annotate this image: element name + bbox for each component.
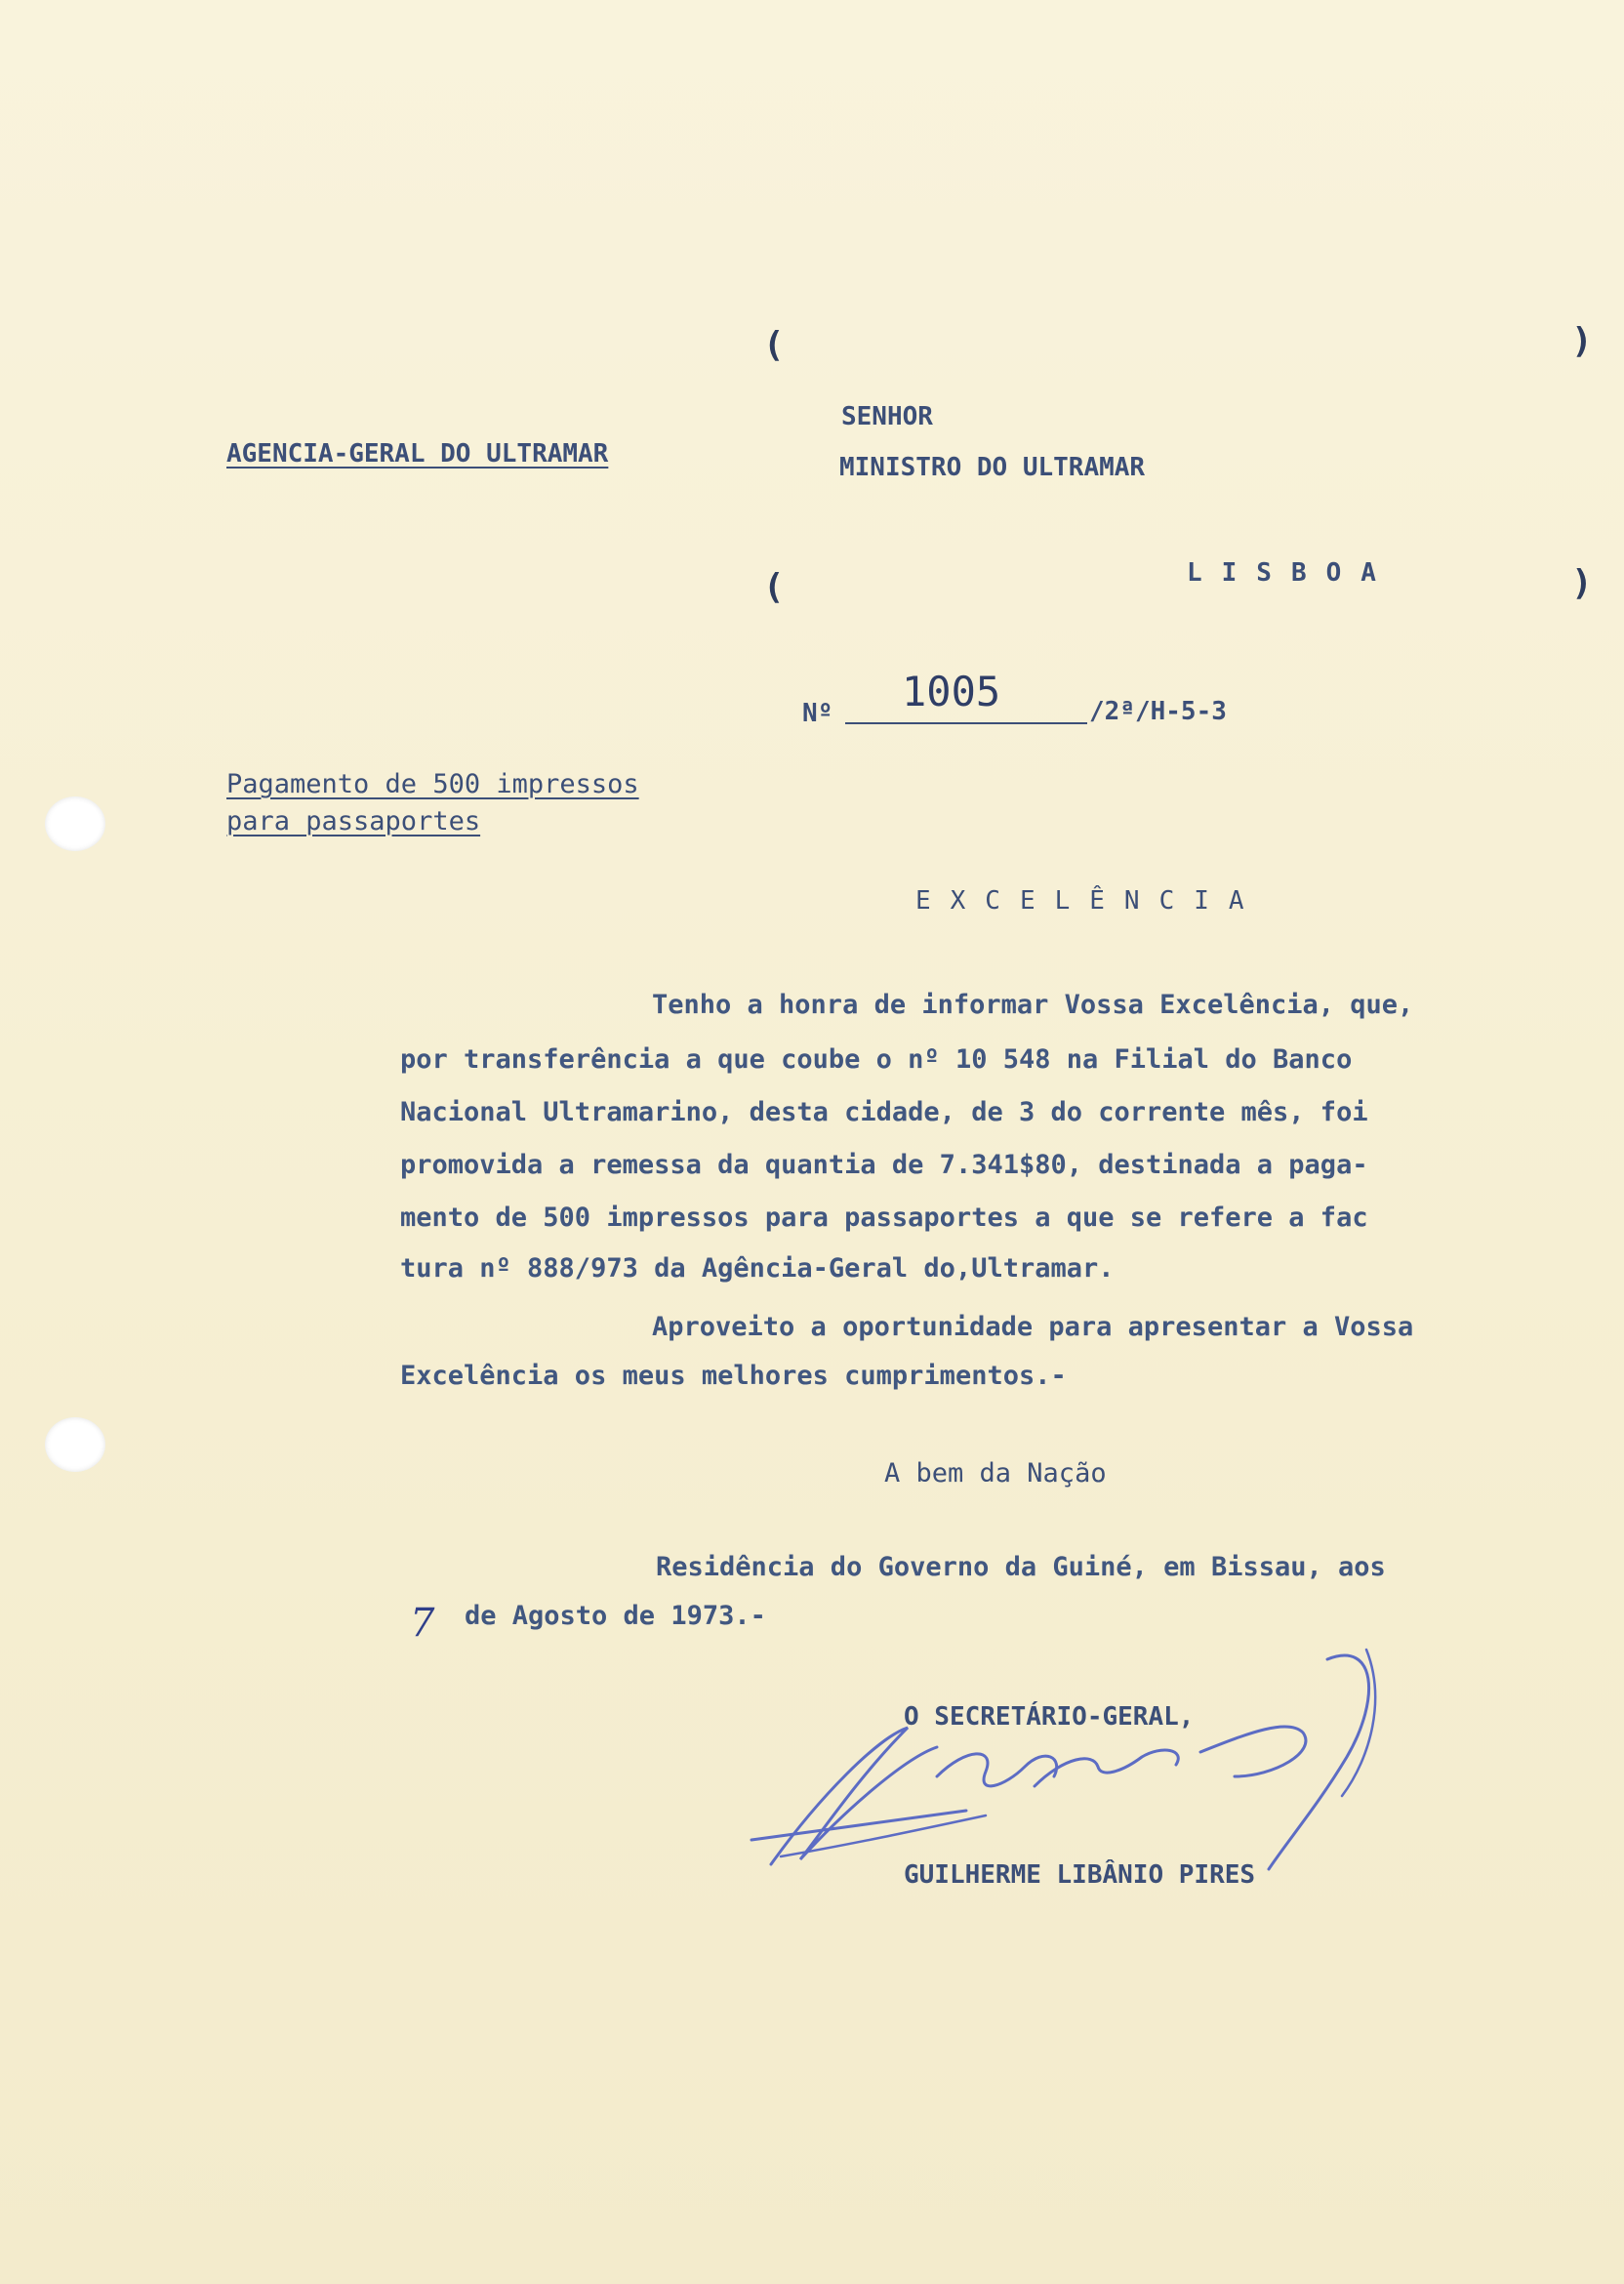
body-p1-line-2: por transferência a que coube o nº 10 548 na Filial do Banco <box>400 1044 1353 1075</box>
recipient-bracket-close-bottom: ) <box>1571 563 1593 603</box>
body-p2-line-1: Aproveito a oportunidade para apresentar a Vossa <box>652 1312 1414 1342</box>
recipient-city: LISBOA <box>1187 558 1396 588</box>
reference-suffix: /2ª/H-5-3 <box>1089 697 1227 726</box>
reference-prefix: Nº <box>802 699 833 728</box>
recipient-bracket-close-top: ) <box>1571 321 1593 361</box>
recipient-bracket-open-bottom: ( <box>763 567 785 607</box>
recipient-line-1: SENHOR <box>841 402 933 431</box>
reference-number-rule <box>845 722 1087 724</box>
handwritten-day: 7 <box>410 1601 435 1646</box>
body-p1-line-4: promovida a remessa da quantia de 7.341$80, destinada a paga- <box>400 1150 1368 1180</box>
salutation: EXCELÊNCIA <box>915 886 1264 916</box>
body-p1-line-6: tura nº 888/973 da Agência-Geral do,Ultramar. <box>400 1253 1115 1284</box>
body-p1-line-3: Nacional Ultramarino, desta cidade, de 3 do corrente mês, foi <box>400 1097 1368 1127</box>
closing-formula: A bem da Nação <box>884 1458 1107 1489</box>
subject-line-1: Pagamento de 500 impressos <box>226 769 639 799</box>
sender-agency: AGENCIA-GERAL DO ULTRAMAR <box>226 439 609 469</box>
reference-number: 1005 <box>902 668 1001 715</box>
punch-hole-bottom <box>45 1417 105 1472</box>
handwritten-signature <box>742 1640 1386 1884</box>
place-date-line-2: de Agosto de 1973.- <box>465 1601 766 1631</box>
subject-line-2: para passaportes <box>226 806 481 836</box>
signatory-title: O SECRETÁRIO-GERAL, <box>904 1702 1195 1732</box>
recipient-line-2: MINISTRO DO ULTRAMAR <box>839 453 1146 482</box>
signatory-name: GUILHERME LIBÂNIO PIRES <box>904 1860 1256 1890</box>
place-date-line-1: Residência do Governo da Guiné, em Bissau, aos <box>656 1552 1386 1582</box>
recipient-bracket-open-top: ( <box>763 325 785 365</box>
body-p2-line-2: Excelência os meus melhores cumprimentos.- <box>400 1361 1067 1391</box>
punch-hole-top <box>45 796 105 851</box>
body-p1-line-5: mento de 500 impressos para passaportes a que se refere a fac <box>400 1203 1368 1233</box>
body-p1-line-1: Tenho a honra de informar Vossa Excelência, que, <box>652 990 1414 1020</box>
